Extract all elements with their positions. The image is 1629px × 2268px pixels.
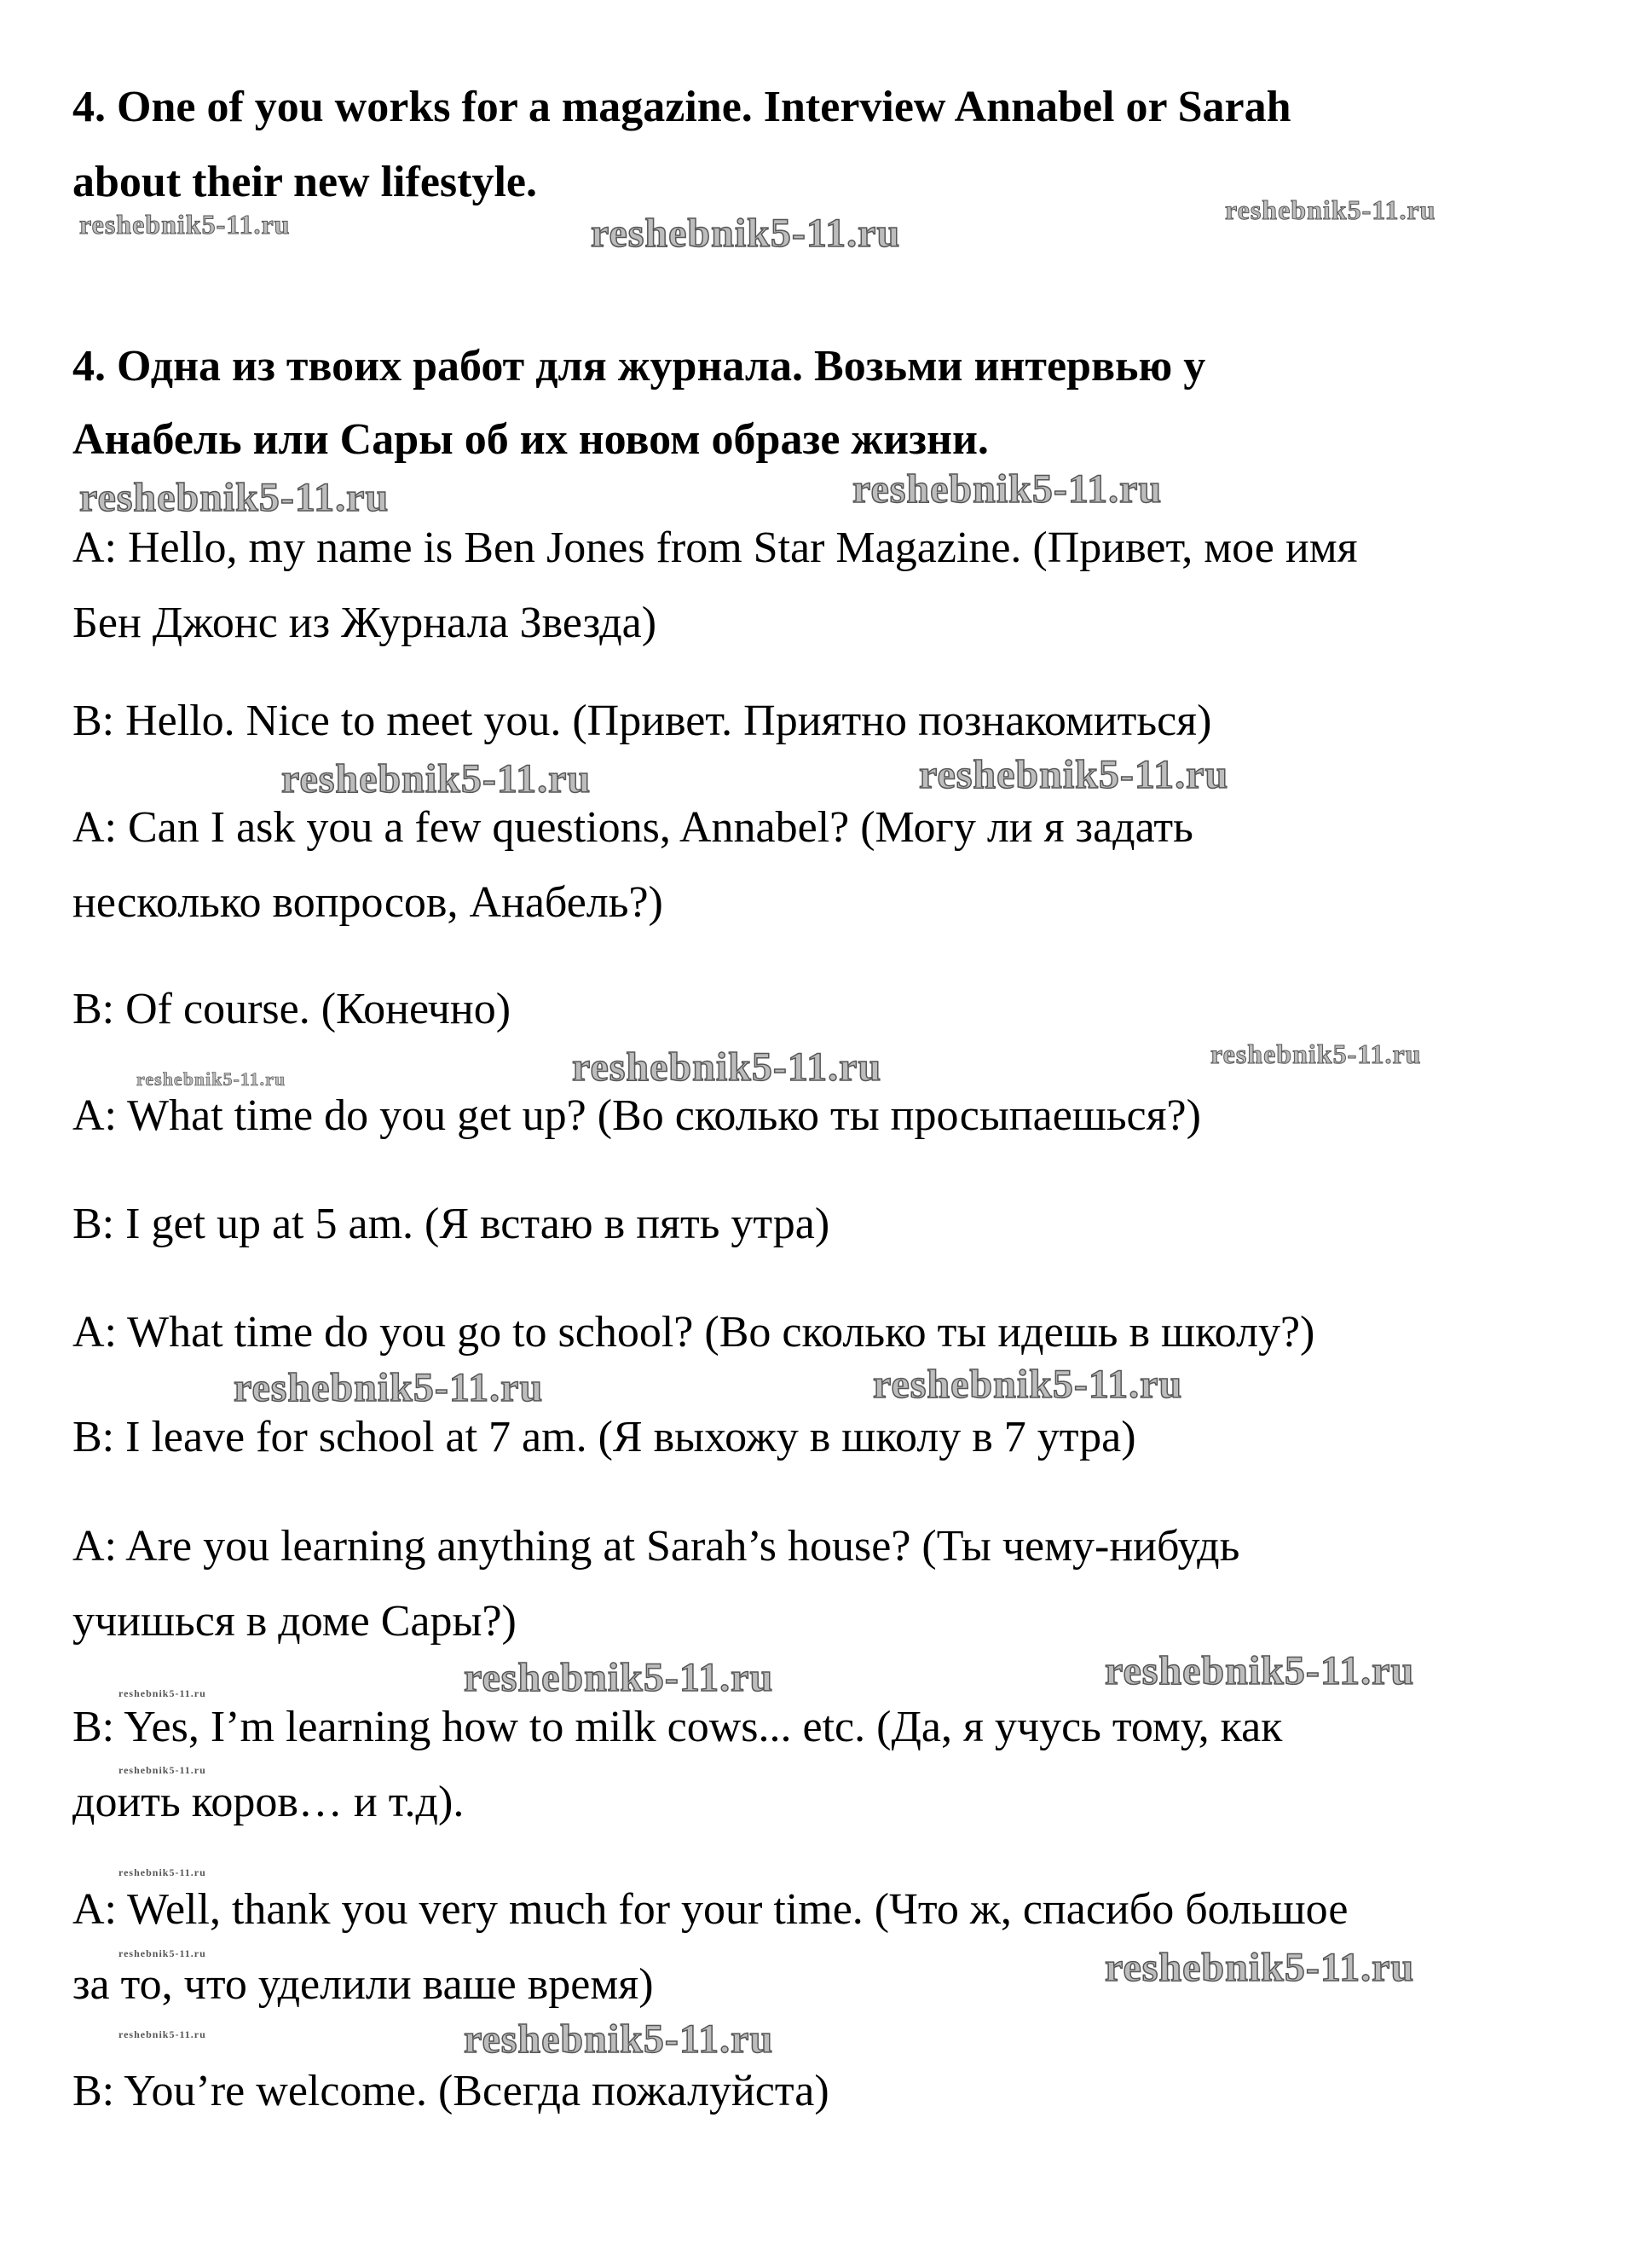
watermark: reshebnik5-11.ru (118, 1764, 206, 1776)
watermark: reshebnik5-11.ru (281, 756, 592, 801)
dialogue-line: A: Well, thank you very much for your time. (Что ж, спасибо большое (72, 1885, 1349, 1934)
watermark: reshebnik5-11.ru (118, 2028, 206, 2040)
dialogue-line: A: What time do you go to school? (Во сколько ты идешь в школу?) (72, 1308, 1315, 1357)
dialogue-line: B: Yes, I’m learning how to milk cows... etc. (Да, я учусь тому, как (72, 1703, 1283, 1751)
watermark: reshebnik5-11.ru (118, 1947, 206, 1959)
watermark: reshebnik5-11.ru (118, 1687, 206, 1699)
heading-line: about their new lifestyle. (72, 158, 537, 206)
dialogue-line: несколько вопросов, Анабель?) (72, 878, 663, 927)
watermark: reshebnik5-11.ru (852, 466, 1163, 512)
watermark: reshebnik5-11.ru (1105, 1648, 1415, 1693)
watermark: reshebnik5-11.ru (79, 209, 291, 240)
dialogue-line: доить коров… и т.д). (72, 1778, 465, 1826)
dialogue-line: A: Are you learning anything at Sarah’s house? (Ты чему-нибудь (72, 1522, 1240, 1571)
heading-line: 4. Одна из твоих работ для журнала. Возьми интервью у (72, 342, 1206, 391)
watermark: reshebnik5-11.ru (873, 1362, 1183, 1407)
dialogue-line: A: Can I ask you a few questions, Annabel? (Могу ли я задать (72, 803, 1193, 852)
dialogue-line: A: What time do you get up? (Во сколько ты просыпаешься?) (72, 1091, 1201, 1140)
dialogue-line: учишься в доме Сары?) (72, 1597, 517, 1646)
watermark: reshebnik5-11.ru (79, 475, 390, 520)
watermark: reshebnik5-11.ru (234, 1365, 544, 1410)
dialogue-line: Бен Джонс из Журнала Звезда) (72, 599, 657, 647)
watermark: reshebnik5-11.ru (118, 1866, 206, 1878)
watermark: reshebnik5-11.ru (591, 211, 901, 256)
dialogue-line: B: Of course. (Конечно) (72, 985, 511, 1033)
dialogue-line: B: I leave for school at 7 am. (Я выхожу в школу в 7 утра) (72, 1413, 1136, 1461)
dialogue-line: B: Hello. Nice to meet you. (Привет. Приятно познакомиться) (72, 697, 1212, 745)
watermark: reshebnik5-11.ru (919, 752, 1229, 797)
watermark: reshebnik5-11.ru (464, 2016, 774, 2062)
watermark: reshebnik5-11.ru (1210, 1039, 1422, 1069)
watermark: reshebnik5-11.ru (1225, 194, 1436, 225)
dialogue-line: за то, что уделили ваше время) (72, 1960, 654, 2009)
heading-line: Анабель или Сары об их новом образе жизни. (72, 415, 989, 464)
dialogue-line: B: You’re welcome. (Всегда пожалуйста) (72, 2067, 829, 2115)
watermark: reshebnik5-11.ru (572, 1044, 882, 1090)
heading-line: 4. One of you works for a magazine. Interview Annabel or Sarah (72, 83, 1291, 131)
dialogue-line: A: Hello, my name is Ben Jones from Star Magazine. (Привет, мое имя (72, 524, 1358, 572)
watermark: reshebnik5-11.ru (464, 1655, 774, 1700)
dialogue-line: B: I get up at 5 am. (Я встаю в пять утра) (72, 1200, 830, 1248)
watermark: reshebnik5-11.ru (1105, 1945, 1415, 1990)
watermark: reshebnik5-11.ru (136, 1068, 286, 1090)
